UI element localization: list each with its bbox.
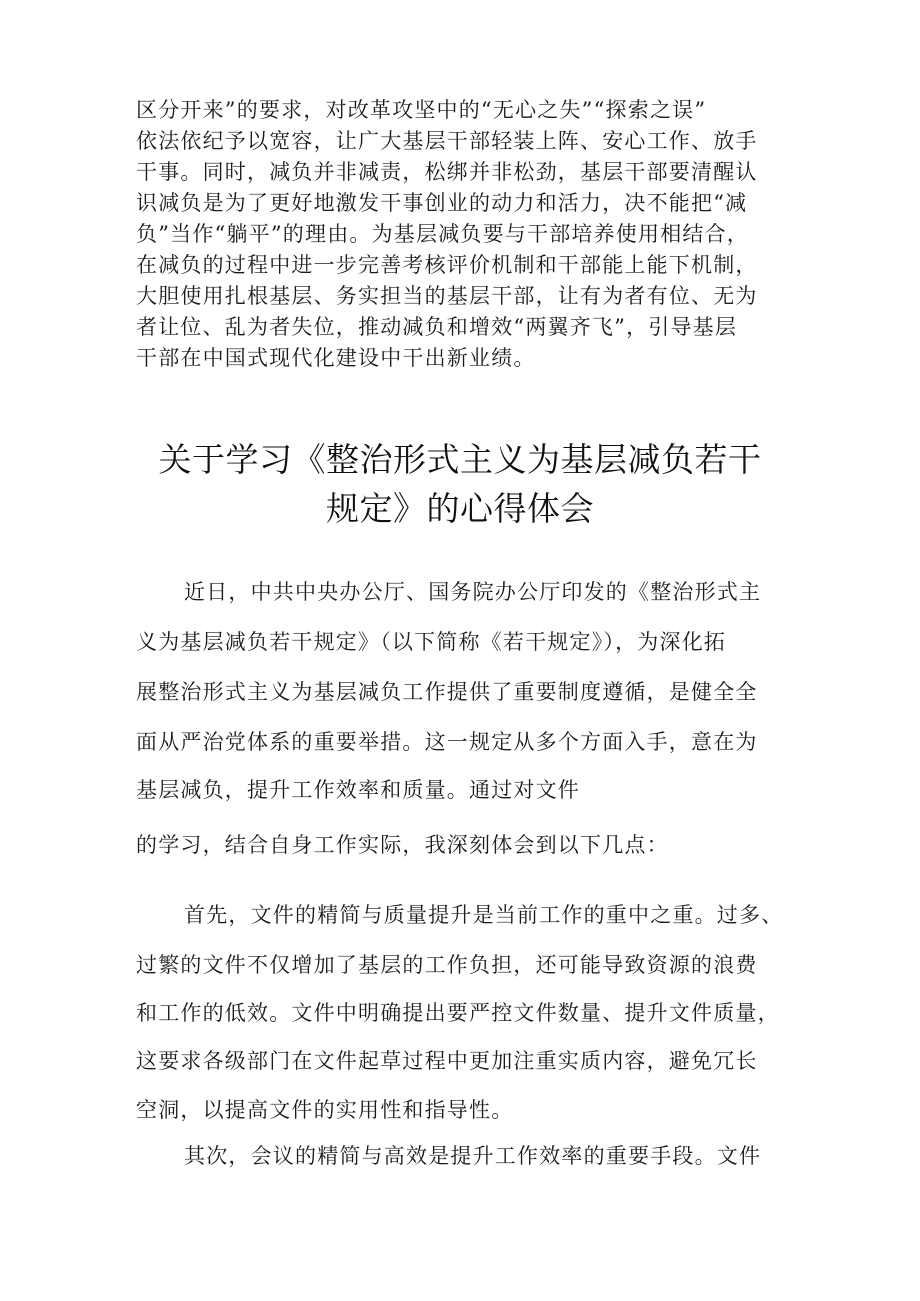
title-line: 规定》的心得体会 [326, 489, 594, 528]
continuation-paragraph [136, 96, 796, 376]
intro-paragraph [136, 578, 796, 878]
paragraph-line: 识减负是为了更好地激发干事创业的动力和活力，决不能把“减 [136, 191, 748, 215]
paragraph-line: 过繁的文件不仅增加了基层的工作负担，还可能导致资源的浪费 [136, 953, 758, 977]
paragraph-line: 干部在中国式现代化建设中干出新业绩。 [136, 346, 536, 370]
paragraph-line: 干事。同时，减负并非减责，松绑并非松劲，基层干部要清醒认 [136, 160, 758, 184]
paragraph-line: 在减负的过程中进一步完善考核评价机制和干部能上能下机制， [136, 253, 758, 277]
paragraph-line: 的学习，结合自身工作实际，我深刻体会到以下几点： [136, 833, 669, 857]
paragraph-line: 展整治形式主义为基层减负工作提供了重要制度遵循，是健全全 [136, 680, 758, 704]
paragraph-line: 大胆使用扎根基层、务实担当的基层干部，让有为者有位、无为 [136, 284, 758, 308]
paragraph-line: 空洞，以提高文件的实用性和指导性。 [136, 1098, 514, 1122]
paragraph-line: 其次，会议的精简与高效是提升工作效率的重要手段。文件 [184, 1144, 762, 1168]
paragraph-line: 者让位、乱为者失位，推动减负和增效“两翼齐飞”，引导基层 [136, 315, 738, 339]
paragraph-line: 区分开来”的要求，对改革攻坚中的“无心之失”“探索之误” [136, 98, 707, 122]
paragraph-line: 依法依纪予以宽容，让广大基层干部轻装上阵、安心工作、放手 [136, 129, 758, 153]
paragraph-line: 义为基层减负若干规定》（以下简称《若干规定》），为深化拓 [136, 630, 727, 654]
second-point-paragraph [136, 1142, 796, 1182]
first-point-paragraph [136, 901, 796, 1131]
title-line: 关于学习《整治形式主义为基层减负若干 [158, 440, 762, 479]
paragraph-line: 面从严治党体系的重要举措。这一规定从多个方面入手，意在为 [136, 730, 758, 754]
paragraph-line: 负”当作“躺平”的理由。为基层减负要与干部培养使用相结合， [136, 222, 750, 246]
paragraph-line: 和工作的低效。文件中明确提出要严控文件数量、提升文件质量， [136, 1001, 780, 1025]
paragraph-line: 这要求各级部门在文件起草过程中更加注重实质内容，避免冗长 [136, 1049, 758, 1073]
paragraph-line: 首先，文件的精简与质量提升是当前工作的重中之重。过多、 [184, 903, 784, 927]
paragraph-line: 近日，中共中央办公厅、国务院办公厅印发的《整治形式主 [184, 580, 762, 604]
paragraph-line: 基层减负，提升工作效率和质量。通过对文件 [136, 778, 580, 802]
